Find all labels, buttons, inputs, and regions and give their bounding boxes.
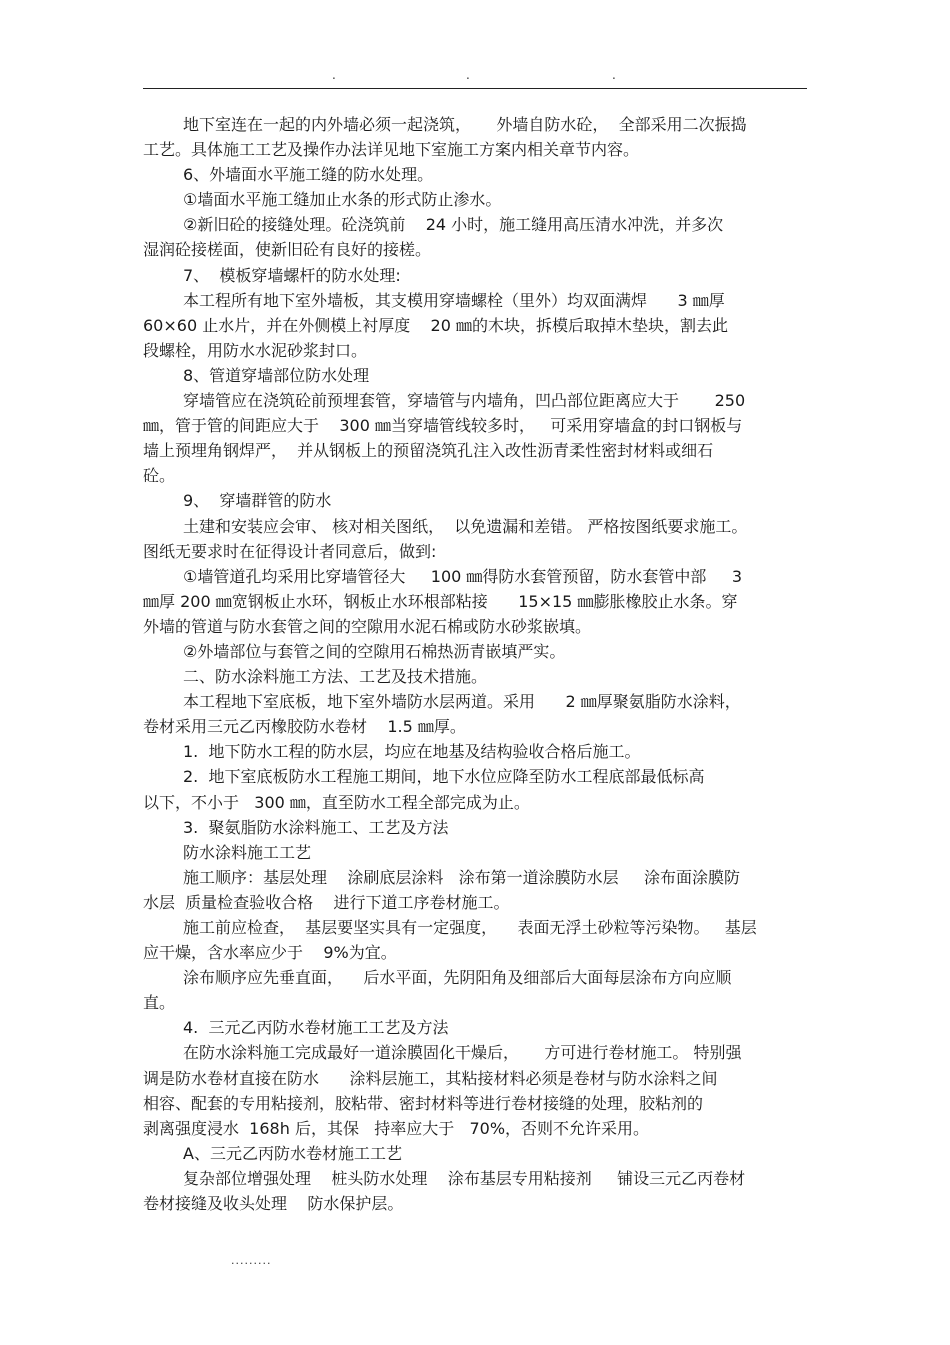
document-body [143, 112, 815, 1216]
text-line: ①墙面水平施工缝加止水条的形式防止渗水。 [183, 190, 502, 210]
text-line: 卷材采用三元乙丙橡胶防水卷材 1.5 ㎜厚。 [143, 717, 466, 737]
text-line: ②外墙部位与套管之间的空隙用石棉热沥青嵌填严实。 [183, 641, 566, 661]
text-line: 段螺栓，用防水水泥砂浆封口。 [143, 340, 368, 360]
text-line: 施工顺序：基层处理 涂刷底层涂料 涂布第一道涂膜防水层 涂布面涂膜防 [183, 867, 741, 887]
text-line: 以下，不小于 300 ㎜，直至防水工程全部完成为止。 [143, 792, 530, 812]
text-line: 2. 地下室底板防水工程施工期间，地下水位应降至防水工程底部最低标高 [183, 767, 705, 787]
text-line: 施工前应检查， 基层要坚实具有一定强度， 表面无浮土砂粒等污染物。 基层 [183, 918, 757, 937]
text-line: 3. 聚氨脂防水涂料施工、工艺及方法 [183, 817, 449, 837]
text-line: ①墙管道孔均采用比穿墙管径大 100 ㎜得防水套管预留，防水套管中部 3 [183, 566, 743, 586]
text-line: ②新旧砼的接缝处理。砼浇筑前 24 小时，施工缝用高压清水冲洗，并多次 [183, 215, 724, 235]
footer-dots: ......... [231, 1254, 272, 1267]
text-line: 1. 地下防水工程的防水层，均应在地基及结构验收合格后施工。 [183, 742, 641, 762]
text-line: 图纸无要求时在征得设计者同意后，做到: [143, 541, 437, 561]
text-line: 工艺。具体施工工艺及操作办法详见地下室施工方案内相关章节内容。 [143, 140, 640, 160]
text-line: 墙上预埋角钢焊严， 并从钢板上的预留浇筑孔注入改性沥青柔性密封材料或细石 [143, 441, 714, 461]
header-dots [0, 68, 950, 82]
text-line: 复杂部位增强处理 桩头防水处理 涂布基层专用粘接剂 铺设三元乙丙卷材 [183, 1168, 746, 1188]
header-rule [143, 88, 807, 89]
text-line: 应干燥，含水率应少于 9%为宜。 [143, 943, 397, 963]
text-line: 本工程地下室底板，地下室外墙防水层两道。采用 2 ㎜厚聚氨脂防水涂料， [183, 692, 741, 712]
text-line: 水层 质量检查验收合格 进行下道工序卷材施工。 [143, 892, 510, 912]
text-line: 相容、配套的专用粘接剂，胶粘带、密封材料等进行卷材接缝的处理，胶粘剂的 [143, 1093, 704, 1113]
text-line: 二、防水涂料施工方法、工艺及技术措施。 [183, 667, 488, 687]
text-line: 60×60 止水片，并在外侧模上衬厚度 20 ㎜的木块，拆模后取掉木垫块，割去此 [143, 315, 729, 335]
text-line: 本工程所有地下室外墙板，其支模用穿墙螺栓（里外）均双面满焊 3 ㎜厚 [183, 290, 725, 310]
text-line: A、三元乙丙防水卷材施工工艺 [183, 1143, 402, 1163]
text-line: 8、管道穿墙部位防水处理 [183, 365, 370, 385]
text-line: 土建和安装应会审、 核对相关图纸， 以免遗漏和差错。 严格按图纸要求施工。 [183, 516, 748, 536]
text-line: 涂布顺序应先垂直面， 后水平面，先阴阳角及细部后大面每层涂布方向应顺 [183, 968, 732, 988]
text-line: 湿润砼接槎面，使新旧砼有良好的接槎。 [143, 240, 432, 260]
text-line: 6、外墙面水平施工缝的防水处理。 [183, 165, 434, 185]
text-line: 4. 三元乙丙防水卷材施工工艺及方法 [183, 1018, 449, 1038]
text-line: 剥离强度浸水 168h 后，其保 持率应大于 70%，否则不允许采用。 [143, 1118, 650, 1138]
text-line: 穿墙管应在浇筑砼前预埋套管，穿墙管与内墙角，凹凸部位距离应大于 250 [183, 391, 746, 411]
text-line: 直。 [143, 993, 176, 1013]
text-line: ㎜厚 200 ㎜宽钢板止水环，钢板止水环根部粘接 15×15 ㎜膨胀橡胶止水条。穿 [143, 591, 738, 611]
text-line: 砼。 [143, 466, 176, 486]
text-line: 调是防水卷材直接在防水 涂料层施工，其粘接材料必须是卷材与防水涂料之间 [143, 1068, 718, 1088]
text-line: 外墙的管道与防水套管之间的空隙用水泥石棉或防水砂浆嵌填。 [143, 616, 592, 636]
text-line: 9、 穿墙群管的防水 [183, 491, 332, 511]
header-dot: . [612, 68, 616, 82]
header-dot: . [332, 68, 336, 82]
text-line: 在防水涂料施工完成最好一道涂膜固化干燥后， 方可进行卷材施工。 特别强 [183, 1043, 742, 1063]
text-line: 地下室连在一起的内外墙必须一起浇筑， 外墙自防水砼， 全部采用二次振捣 [183, 115, 747, 134]
text-line: 防水涂料施工工艺 [183, 842, 312, 862]
text-line: 卷材接缝及收头处理 防水保护层。 [143, 1194, 404, 1214]
header-dot: . [466, 68, 470, 82]
text-line: ㎜，管于管的间距应大于 300 ㎜当穿墙管线较多时， 可采用穿墙盒的封口钢板与 [143, 416, 743, 436]
text-line: 7、 模板穿墙螺杆的防水处理: [183, 265, 401, 285]
